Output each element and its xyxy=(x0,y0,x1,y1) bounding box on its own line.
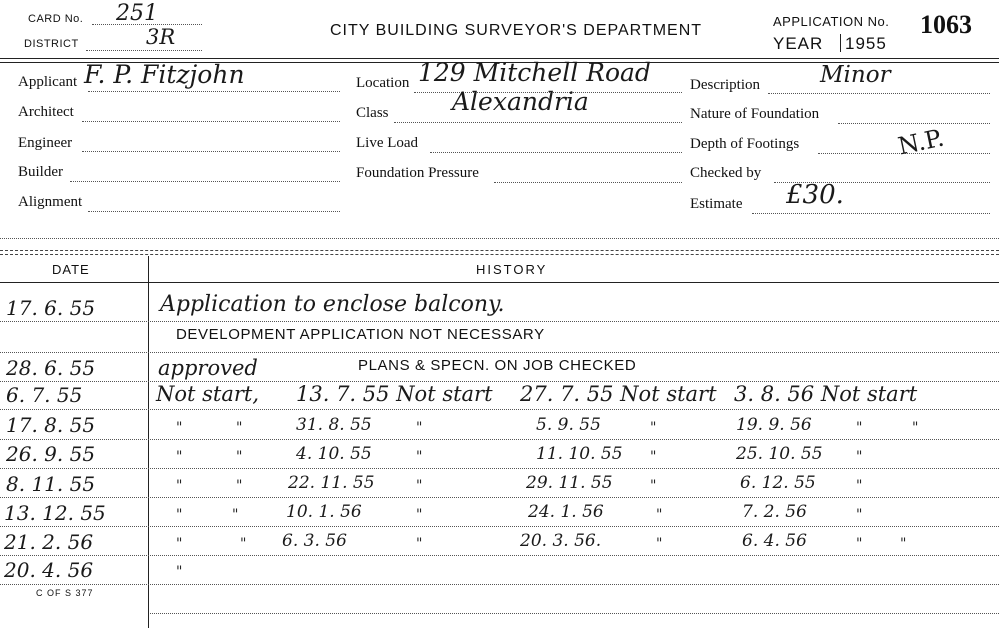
district-value: 3R xyxy=(146,25,176,49)
form-code: C OF S 377 xyxy=(36,588,94,598)
plans-checked-stamp: PLANS & SPECN. ON JOB CHECKED xyxy=(358,357,637,374)
column-divider xyxy=(148,256,149,628)
approved-note: approved xyxy=(158,356,258,380)
depth-of-footings-value: N.P. xyxy=(895,123,947,161)
row-date: 8. 11. 55 xyxy=(6,472,96,496)
row-date: 6. 7. 55 xyxy=(6,383,83,407)
nature-of-foundation-label: Nature of Foundation xyxy=(690,106,820,122)
builder-label: Builder xyxy=(18,164,63,180)
ditto-mark: " xyxy=(416,449,423,465)
checked-by-label: Checked by xyxy=(690,165,762,181)
ditto-mark: " xyxy=(236,420,243,436)
row-rule xyxy=(0,555,999,556)
application-no-value: 1063 xyxy=(920,10,972,39)
inspection-date: 25. 10. 55 xyxy=(736,444,823,464)
row-history: Application to enclose balcony. xyxy=(160,292,505,317)
inspection-note-1: Not start, xyxy=(156,382,260,406)
ditto-mark: " xyxy=(856,420,863,436)
development-stamp: DEVELOPMENT APPLICATION NOT NECESSARY xyxy=(176,326,545,343)
row-rule xyxy=(0,439,999,440)
application-no-label: APPLICATION No. xyxy=(773,14,890,29)
table-top-rule-1 xyxy=(0,250,999,251)
year-value: 1955 xyxy=(845,34,887,53)
inspection-date: 24. 1. 56 xyxy=(528,502,604,522)
row-rule xyxy=(150,613,999,614)
ditto-mark: " xyxy=(176,420,183,436)
ditto-mark: " xyxy=(856,449,863,465)
inspection-date: 7. 2. 56 xyxy=(742,502,807,522)
applicant-value: F. P. Fitzjohn xyxy=(84,60,245,89)
table-top-rule-2 xyxy=(0,254,999,255)
row-rule xyxy=(0,584,999,585)
ditto-mark: " xyxy=(656,507,663,523)
inspection-date: 22. 11. 55 xyxy=(288,473,375,493)
row-date: 17. 8. 55 xyxy=(6,413,96,437)
row-rule xyxy=(0,321,999,322)
class-value: Alexandria xyxy=(452,87,589,116)
row-date: 21. 2. 56 xyxy=(4,530,94,554)
architect-rule xyxy=(82,121,340,122)
year-divider xyxy=(840,34,841,52)
estimate-rule xyxy=(752,213,990,214)
department-title: CITY BUILDING SURVEYOR'S DEPARTMENT xyxy=(330,22,703,39)
row-date: 13. 12. 55 xyxy=(4,501,106,525)
inspection-date: 31. 8. 55 xyxy=(296,415,372,435)
fields-bottom-rule xyxy=(0,238,999,239)
row-date: 28. 6. 55 xyxy=(6,356,96,380)
district-label: DISTRICT xyxy=(24,38,79,50)
card-no-value: 251 xyxy=(116,1,158,26)
ditto-mark: " xyxy=(856,507,863,523)
builder-rule xyxy=(70,181,340,182)
engineer-label: Engineer xyxy=(18,135,73,151)
ditto-mark: " xyxy=(650,420,657,436)
ditto-mark: " xyxy=(912,420,919,436)
row-date: 26. 9. 55 xyxy=(6,442,96,466)
estimate-label: Estimate xyxy=(690,196,743,212)
ditto-mark: " xyxy=(416,507,423,523)
ditto-mark: " xyxy=(416,478,423,494)
ditto-mark: " xyxy=(856,478,863,494)
row-rule xyxy=(0,468,999,469)
ditto-mark: " xyxy=(176,536,183,552)
inspection-date: 10. 1. 56 xyxy=(286,502,362,522)
architect-label: Architect xyxy=(18,104,74,120)
card-no-label: CARD No. xyxy=(28,13,84,25)
alignment-label: Alignment xyxy=(18,194,83,210)
location-label: Location xyxy=(356,75,410,91)
foundation-pressure-rule xyxy=(494,182,682,183)
table-header-rule xyxy=(0,282,999,283)
class-label: Class xyxy=(356,105,389,121)
ditto-mark: " xyxy=(236,478,243,494)
inspection-note-3: 27. 7. 55 Not start xyxy=(520,382,717,406)
applicant-rule xyxy=(88,91,340,92)
live-load-label: Live Load xyxy=(356,135,419,151)
row-date: 20. 4. 56 xyxy=(4,558,94,582)
ditto-mark: " xyxy=(236,449,243,465)
inspection-note-2: 13. 7. 55 Not start xyxy=(296,382,493,406)
live-load-rule xyxy=(430,152,682,153)
description-value: Minor xyxy=(820,62,891,88)
ditto-mark: " xyxy=(416,536,423,552)
year-label: YEAR xyxy=(773,34,824,53)
location-value: 129 Mitchell Road xyxy=(418,58,651,87)
row-rule xyxy=(0,497,999,498)
nature-of-foundation-rule xyxy=(838,123,990,124)
row-rule xyxy=(0,409,999,410)
history-column-header: HISTORY xyxy=(476,262,548,277)
ditto-mark: " xyxy=(240,536,247,552)
inspection-date: 11. 10. 55 xyxy=(536,444,623,464)
description-label: Description xyxy=(690,77,760,93)
description-rule xyxy=(768,93,990,94)
ditto-mark: " xyxy=(176,507,183,523)
inspection-date: 6. 12. 55 xyxy=(740,473,816,493)
ditto-mark: " xyxy=(416,420,423,436)
district-rule xyxy=(86,50,202,51)
inspection-date: 6. 4. 56 xyxy=(742,531,807,551)
row-date: 17. 6. 55 xyxy=(6,296,96,320)
row-rule xyxy=(0,526,999,527)
foundation-pressure-label: Foundation Pressure xyxy=(356,165,479,181)
row-rule xyxy=(0,352,999,353)
ditto-mark: " xyxy=(856,536,863,552)
date-column-header: DATE xyxy=(52,262,90,277)
inspection-date: 6. 3. 56 xyxy=(282,531,347,551)
depth-of-footings-label: Depth of Footings xyxy=(690,136,800,152)
inspection-note-4: 3. 8. 56 Not start xyxy=(734,382,918,406)
inspection-date: 29. 11. 55 xyxy=(526,473,613,493)
engineer-rule xyxy=(82,151,340,152)
ditto-mark: " xyxy=(656,536,663,552)
inspection-date: 5. 9. 55 xyxy=(536,415,601,435)
ditto-mark: " xyxy=(650,478,657,494)
inspection-date: 4. 10. 55 xyxy=(296,444,372,464)
estimate-value: £30. xyxy=(786,180,844,210)
alignment-rule xyxy=(88,211,340,212)
applicant-label: Applicant xyxy=(18,74,78,90)
inspection-date: 20. 3. 56. xyxy=(520,531,602,551)
ditto-mark: " xyxy=(176,478,183,494)
class-rule xyxy=(394,122,682,123)
ditto-mark: " xyxy=(650,449,657,465)
inspection-date: 19. 9. 56 xyxy=(736,415,812,435)
ditto-mark: " xyxy=(176,564,183,580)
ditto-mark: " xyxy=(176,449,183,465)
ditto-mark: " xyxy=(900,536,907,552)
ditto-mark: " xyxy=(232,507,239,523)
